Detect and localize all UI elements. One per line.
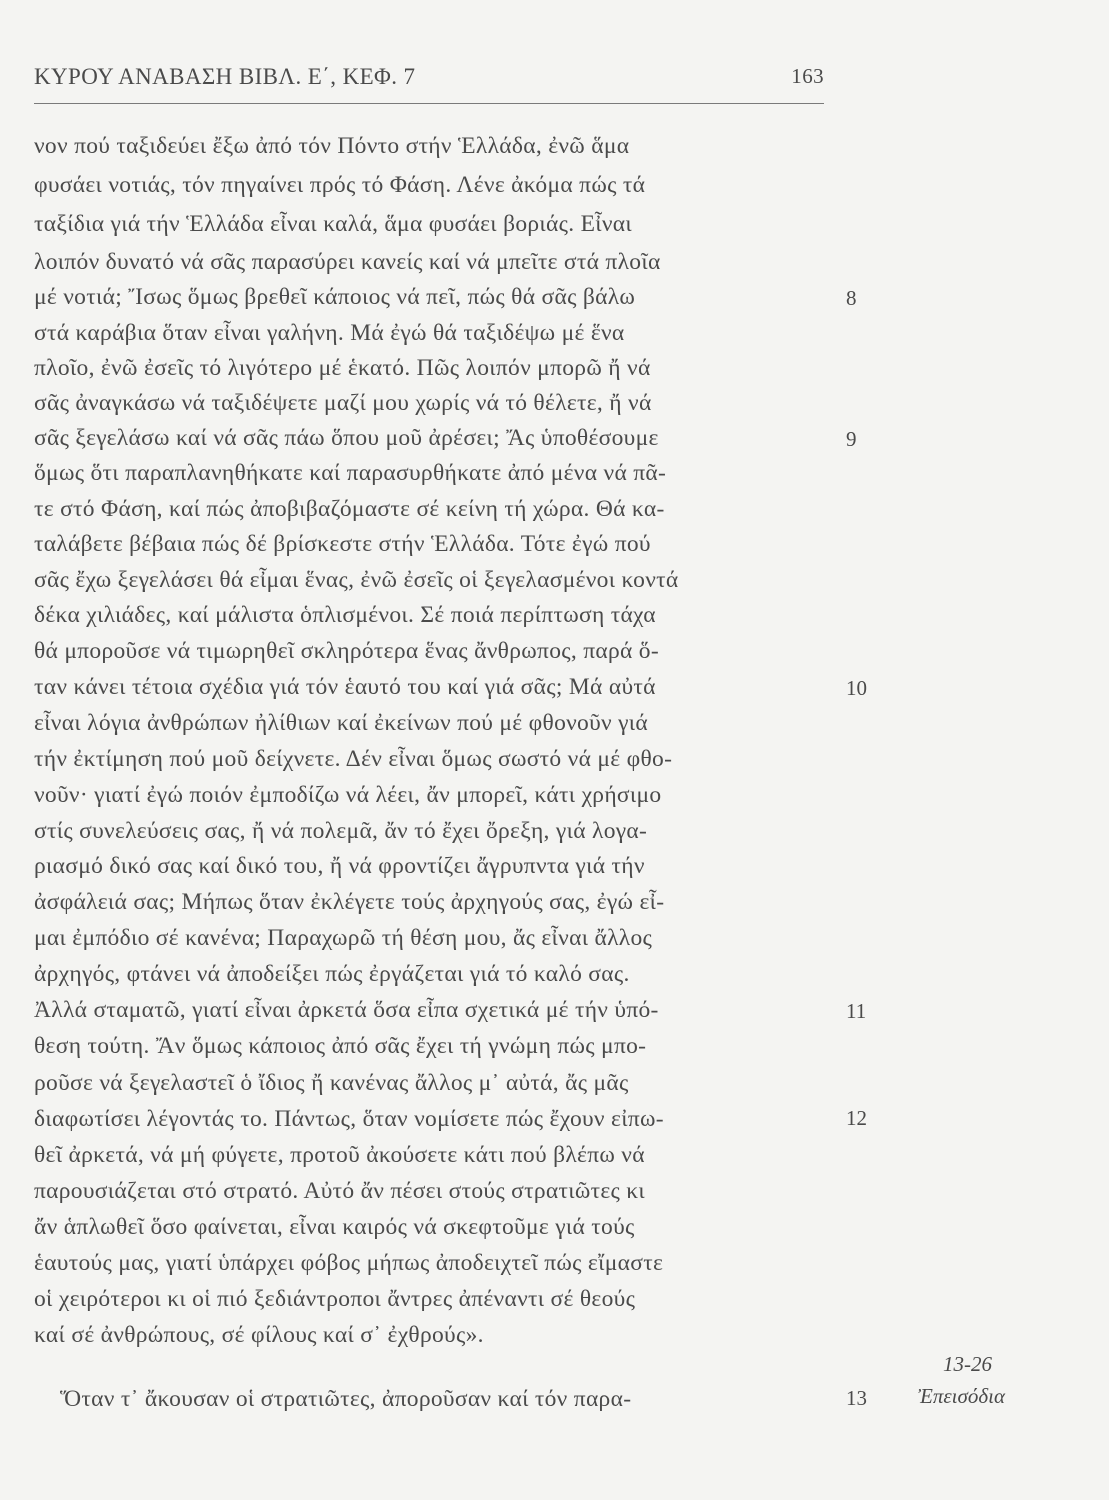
text-line: σᾶς ἀναγκάσω νά ταξιδέψετε μαζί μου χωρίς νά τό θέλετε, ἤ νά <box>34 390 652 416</box>
text-line: ταξίδια γιά τήν Ἑλλάδα εἶναι καλά, ἅμα φυσάει βοριάς. Εἶναι <box>34 211 633 237</box>
side-note-range: 13-26 <box>943 1352 992 1376</box>
header-rule <box>34 103 824 104</box>
text-line: οἱ χειρότεροι κι οἱ πιό ξεδιάντροποι ἄντρες ἀπέναντι σέ θεούς <box>34 1286 636 1312</box>
text-line: θά μποροῦσε νά τιμωρηθεῖ σκληρότερα ἕνας ἄνθρωπος, παρά ὅ- <box>34 638 659 664</box>
text-line: εἶναι λόγια ἀνθρώπων ἠλίθιων καί ἐκείνων πού μέ φθονοῦν γιά <box>34 710 649 736</box>
running-title: ΚΥΡΟΥ ΑΝΑΒΑΣΗ ΒΙΒΛ. Ε΄, ΚΕΦ. 7 <box>34 64 416 89</box>
page-number: 163 <box>791 64 824 88</box>
text-line: παρουσιάζεται στό στρατό. Αὐτό ἄν πέσει στούς στρατιῶτες κι <box>34 1178 646 1204</box>
text-line: πλοῖο, ἐνῶ ἐσεῖς τό λιγότερο μέ ἑκατό. Πῶς λοιπόν μπορῶ ἤ νά <box>34 355 651 381</box>
text-line: ὅμως ὅτι παραπλανηθήκατε καί παρασυρθήκατε ἀπό μένα νά πᾶ- <box>34 460 667 486</box>
text-line: ροῦσε νά ξεγελαστεῖ ὁ ἴδιος ἤ κανένας ἄλλος μ᾽ αὐτά, ἄς μᾶς <box>34 1070 629 1096</box>
text-line: μαι ἐμπόδιο σέ κανένα; Παραχωρῶ τή θέση μου, ἄς εἶναι ἄλλος <box>34 925 653 951</box>
text-line: τήν ἐκτίμηση πού μοῦ δείχνετε. Δέν εἶναι ὅμως σωστό νά μέ φθο- <box>34 746 673 772</box>
text-line: ἄν ἁπλωθεῖ ὅσο φαίνεται, εἶναι καιρός νά σκεφτοῦμε γιά τούς <box>34 1214 635 1240</box>
text-line: νον πού ταξιδεύει ἔξω ἀπό τόν Πόντο στήν Ἑλλάδα, ἐνῶ ἅμα <box>34 133 630 159</box>
text-line: ἑαυτούς μας, γιατί ὑπάρχει φόβος μήπως ἀποδειχτεῖ πώς εἴμαστε <box>34 1250 664 1276</box>
section-number: 10 <box>846 676 867 700</box>
text-line: δέκα χιλιάδες, καί μάλιστα ὁπλισμένοι. Σέ ποιά περίπτωση τάχα <box>34 602 656 628</box>
text-line: ριασμό δικό σας καί δικό του, ἤ νά φροντίζει ἄγρυπντα γιά τήν <box>34 853 645 879</box>
text-line: ταλάβετε βέβαια πώς δέ βρίσκεστε στήν Ἑλλάδα. Τότε ἐγώ πού <box>34 531 651 557</box>
text-line: μέ νοτιά; Ἴσως ὅμως βρεθεῖ κάποιος νά πεῖ, πώς θά σᾶς βάλω <box>34 284 636 310</box>
text-line: σᾶς ξεγελάσω καί νά σᾶς πάω ὅπου μοῦ ἀρέσει; Ἄς ὑποθέσουμε <box>34 425 659 451</box>
text-line: καί σέ ἀνθρώπους, σέ φίλους καί σ᾽ ἐχθρούς». <box>34 1322 484 1348</box>
text-line: διαφωτίσει λέγοντάς το. Πάντως, ὅταν νομίσετε πώς ἔχουν εἰπω- <box>34 1106 664 1132</box>
text-line: ἀρχηγός, φτάνει νά ἀποδείξει πώς ἐργάζεται γιά τό καλό σας. <box>34 961 630 987</box>
text-line: Ὅταν τ᾽ ἄκουσαν οἱ στρατιῶτες, ἀποροῦσαν καί τόν παρα- <box>60 1386 632 1412</box>
text-line: θεῖ ἀρκετά, νά μή φύγετε, προτοῦ ἀκούσετε κάτι πού βλέπω νά <box>34 1142 645 1168</box>
text-line: ταν κάνει τέτοια σχέδια γιά τόν ἑαυτό του καί γιά σᾶς; Μά αὐτά <box>34 674 656 700</box>
section-number: 12 <box>846 1106 867 1130</box>
text-line: λοιπόν δυνατό νά σᾶς παρασύρει κανείς καί νά μπεῖτε στά πλοῖα <box>34 249 661 275</box>
text-line: ἀσφάλειά σας; Μήπως ὅταν ἐκλέγετε τούς ἀρχηγούς σας, ἐγώ εἶ- <box>34 889 665 915</box>
text-line: στίς συνελεύσεις σας, ἤ νά πολεμᾶ, ἄν τό ἔχει ὄρεξη, γιά λογα- <box>34 818 648 844</box>
text-line: στά καράβια ὅταν εἶναι γαλήνη. Μά ἐγώ θά ταξιδέψω μέ ἕνα <box>34 320 625 346</box>
text-line: Ἀλλά σταματῶ, γιατί εἶναι ἀρκετά ὅσα εἶπα σχετικά μέ τήν ὑπό- <box>34 997 659 1023</box>
side-note-label: Ἐπεισόδια <box>918 1384 1005 1408</box>
text-line: τε στό Φάση, καί πώς ἀποβιβαζόμαστε σέ κείνη τή χώρα. Θά κα- <box>34 496 665 522</box>
text-line: θεση τούτη. Ἄν ὅμως κάποιος ἀπό σᾶς ἔχει τή γνώμη πώς μπο- <box>34 1033 647 1059</box>
text-line: φυσάει νοτιάς, τόν πηγαίνει πρός τό Φάση. Λένε ἀκόμα πώς τά <box>34 172 646 198</box>
section-number: 13 <box>846 1386 867 1410</box>
text-line: σᾶς ἔχω ξεγελάσει θά εἶμαι ἕνας, ἐνῶ ἐσεῖς οἱ ξεγελασμένοι κοντά <box>34 567 679 593</box>
text-line: νοῦν· γιατί ἐγώ ποιόν ἐμποδίζω νά λέει, ἄν μπορεῖ, κάτι χρήσιμο <box>34 782 662 808</box>
section-number: 9 <box>846 427 857 451</box>
section-number: 11 <box>846 999 867 1023</box>
section-number: 8 <box>846 286 857 310</box>
